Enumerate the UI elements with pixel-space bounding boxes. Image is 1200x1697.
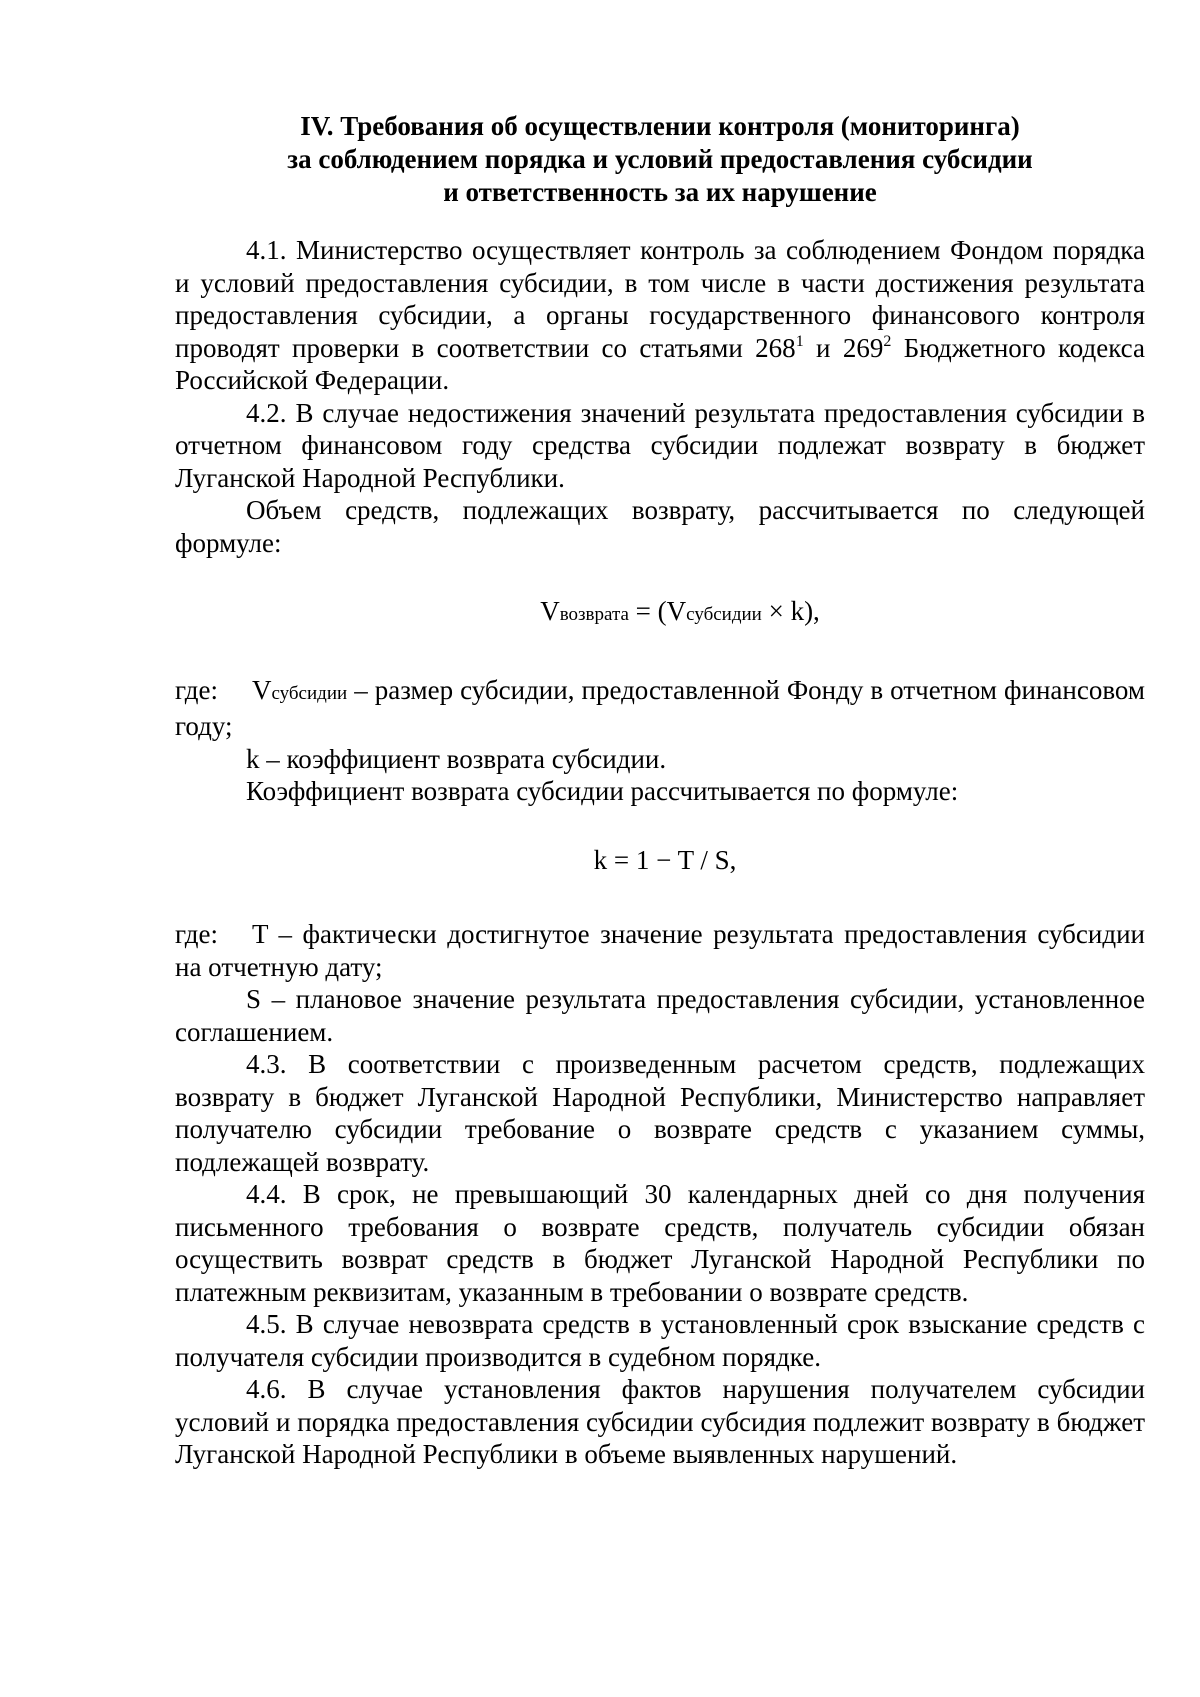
heading-line-2: за соблюдением порядка и условий предоставления субсидии [287,144,1033,174]
s-definition: S – плановое значение результата предоставления субсидии, установленное соглашением. [175,984,1145,1047]
heading-line-3: и ответственность за их нарушение [443,177,877,207]
where-definition-1 [175,674,1145,743]
paragraph-4-1-text: 4.1. Министерство осуществляет контроль за соблюдением Фондом порядка и условий предоставления субсидии, в том числе в части достижения результата предоставления субсидии, а органы государственного финансового контроля проводят проверки в соответствии со статьями 268 [175,235,1145,363]
footnote-sup-2: 2 [883,332,892,350]
paragraph-4-1-end: Бюджетного кодекса Российской Федерации. [175,332,1145,395]
formula-sub-return: возврата [559,604,629,625]
paragraph-4-4: 4.4. В срок, не превышающий 30 календарных дней со дня получения письменного требования о возврате средств, получатель субсидии обязан осуществить возврат средств в бюджет Луганской Народной Республики по платежным реквизитам, указанным в требовании о возврате средств. [175,1179,1145,1307]
where-v: V [251,674,272,705]
paragraph-4-1-mid: и 269 [803,332,884,363]
where-definition-2 [175,918,1145,983]
paragraph-4-2: 4.2. В случае недостижения значений результата предоставления субсидии в отчетном финансовом году средства субсидии подлежат возврату в бюджет Луганской Народной Республики. [175,397,1145,493]
paragraph-4-3: 4.3. В соответствии с произведенным расчетом средств, подлежащих возврату в бюджет Луганской Народной Республики, Министерство направляет получателю субсидии требование о возврате средств с указанием суммы, подлежащей возврату. [175,1049,1145,1177]
paragraph-volume: Объем средств, подлежащих возврату, рассчитывается по следующей формуле: [175,495,1145,558]
where-text-2: T – фактически достигнутое значение результата предоставления субсидии на отчетную дату; [175,919,1145,982]
where-label-1: где: [175,674,218,705]
k-definition: k – коэффициент возврата субсидии. [246,743,667,774]
document-page [175,110,1145,1471]
footnote-sup-1: 1 [795,332,804,350]
paragraph-4-6: 4.6. В случае установления фактов нарушения получателем субсидии условий и порядка предоставления субсидии субсидия подлежит возврату в бюджет Луганской Народной Республики в объеме выявленных нарушений. [175,1374,1145,1469]
where-sub-subsidy: субсидии [271,682,348,704]
paragraph-4-1 [175,234,1145,397]
k-formula-intro: Коэффициент возврата субсидии рассчитывается по формуле: [246,776,959,806]
heading-line-1: IV. Требования об осуществлении контроля (мониторинга) [300,111,1020,141]
formula-return-volume [175,595,1145,632]
formula-coefficient: k = 1 − T / S, [593,844,737,875]
formula-sub-subsidy: субсидии [686,604,762,625]
where-label-2: где: [175,919,218,949]
paragraph-4-5: 4.5. В случае невозврата средств в установленный срок взыскание средств с получателя субсидии производится в судебном порядке. [175,1309,1145,1372]
section-heading [175,110,1145,209]
formula-eq: = (V [628,596,687,626]
where-text-1: – размер субсидии, предоставленной Фонду в отчетном финансовом году; [175,674,1145,741]
formula-v: V [540,596,560,626]
formula-rest: × k), [761,596,820,626]
